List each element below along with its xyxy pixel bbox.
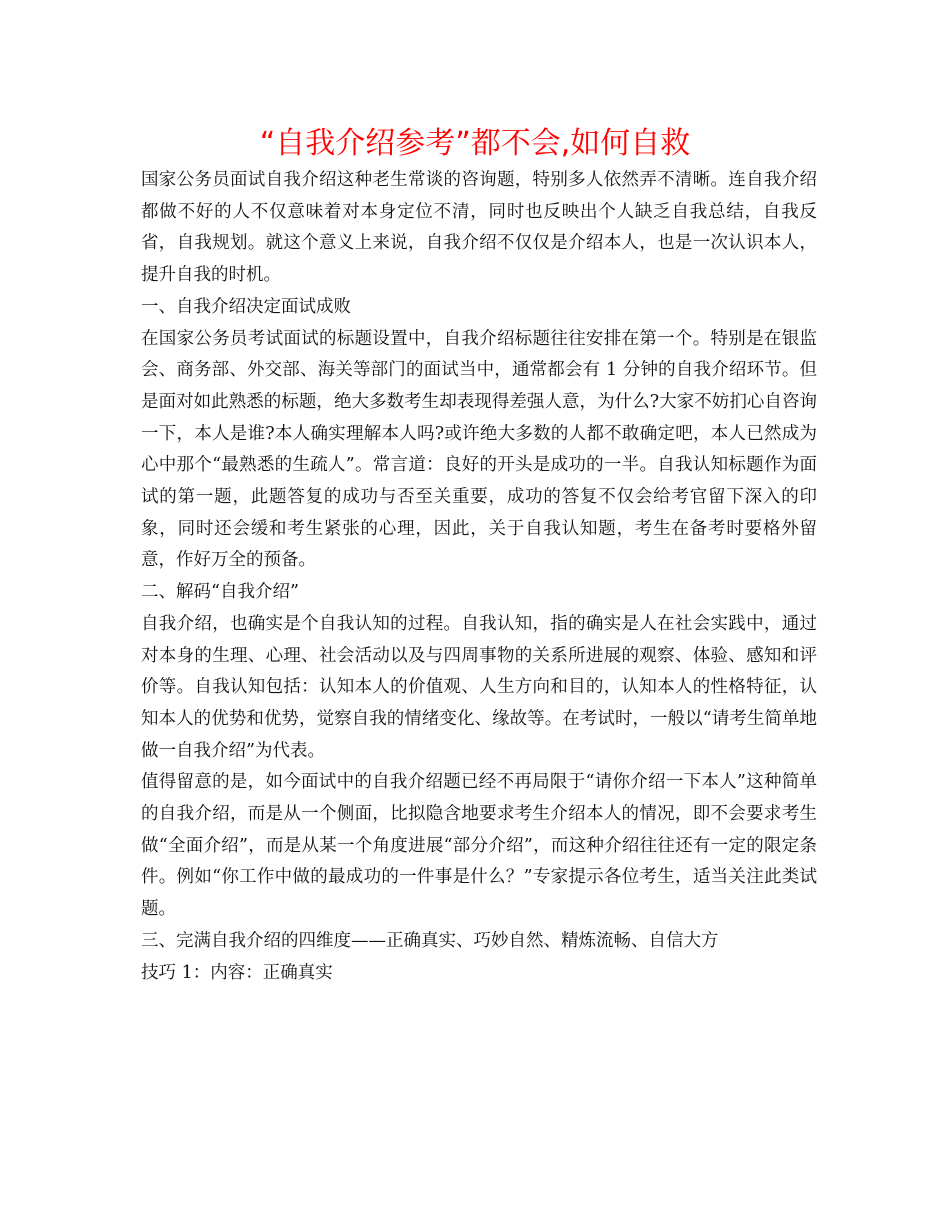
- section-heading-3: 三、完满自我介绍的四维度——正确真实、巧妙自然、精炼流畅、自信大方: [141, 930, 719, 951]
- intro-paragraph: 国家公务员面试自我介绍这种老生常谈的咨询题，特别多人依然弄不清晰。连自我介绍都做不好的人不仅意味着对本身定位不清，同时也反映出个人缺乏自我总结，自我反省，自我规划。就这个意义上来说，自我介绍不仅仅是介绍本人，也是一次认识本人，提升自我的时机。: [141, 170, 817, 286]
- section-heading-1: 一、自我介绍决定面试成败: [141, 296, 351, 317]
- section-2-paragraph-1: 自我介绍，也确实是个自我认知的过程。自我认知，指的确实是人在社会实践中，通过对本身的生理、心理、社会活动以及与四周事物的关系所进展的观察、体验、感知和评价等。自我认知包括：认知本人的价值观、人生方向和目的，认知本人的性格特征，认知本人的优势和优势，觉察自我的情绪变化、缘故等。在考试时，一般以“请考生简单地做一自我介绍”为代表。: [141, 613, 817, 761]
- section-heading-2: 二、解码“自我介绍”: [141, 582, 299, 603]
- section-2-paragraph-2: 值得留意的是，如今面试中的自我介绍题已经不再局限于“请你介绍一下本人”这种简单的自我介绍，而是从一个侧面，比拟隐含地要求考生介绍本人的情况，即不会要求考生做“全面介绍”，而是从某一个角度进展“部分介绍”，而这种介绍往往还有一定的限定条件。例如“你工作中做的最成功的一件事是什么？”专家提示各位考生，适当关注此类试题。: [141, 772, 817, 920]
- section-1-paragraph: 在国家公务员考试面试的标题设置中，自我介绍标题往往安排在第一个。特别是在银监会、商务部、外交部、海关等部门的面试当中，通常都会有 1 分钟的自我介绍环节。但是面对如此熟悉的标题，绝大多数考生却表现得差强人意，为什么?大家不妨扪心自咨询一下，本人是谁?本人确实理解本人吗?或许绝大多数的人都不敢确定吧，本人已然成为心中那个“最熟悉的生疏人”。常言道：良好的开头是成功的一半。自我认知标题作为面试的第一题，此题答复的成功与否至关重要，成功的答复不仅会给考官留下深入的印象，同时还会缓和考生紧张的心理，因此，关于自我认知题，考生在备考时要格外留意，作好万全的预备。: [141, 328, 817, 571]
- document-title: “自我介绍参考”都不会,如何自救: [259, 126, 691, 161]
- tip-heading-1: 技巧 1：内容：正确真实: [141, 962, 333, 983]
- document-body: [141, 165, 817, 989]
